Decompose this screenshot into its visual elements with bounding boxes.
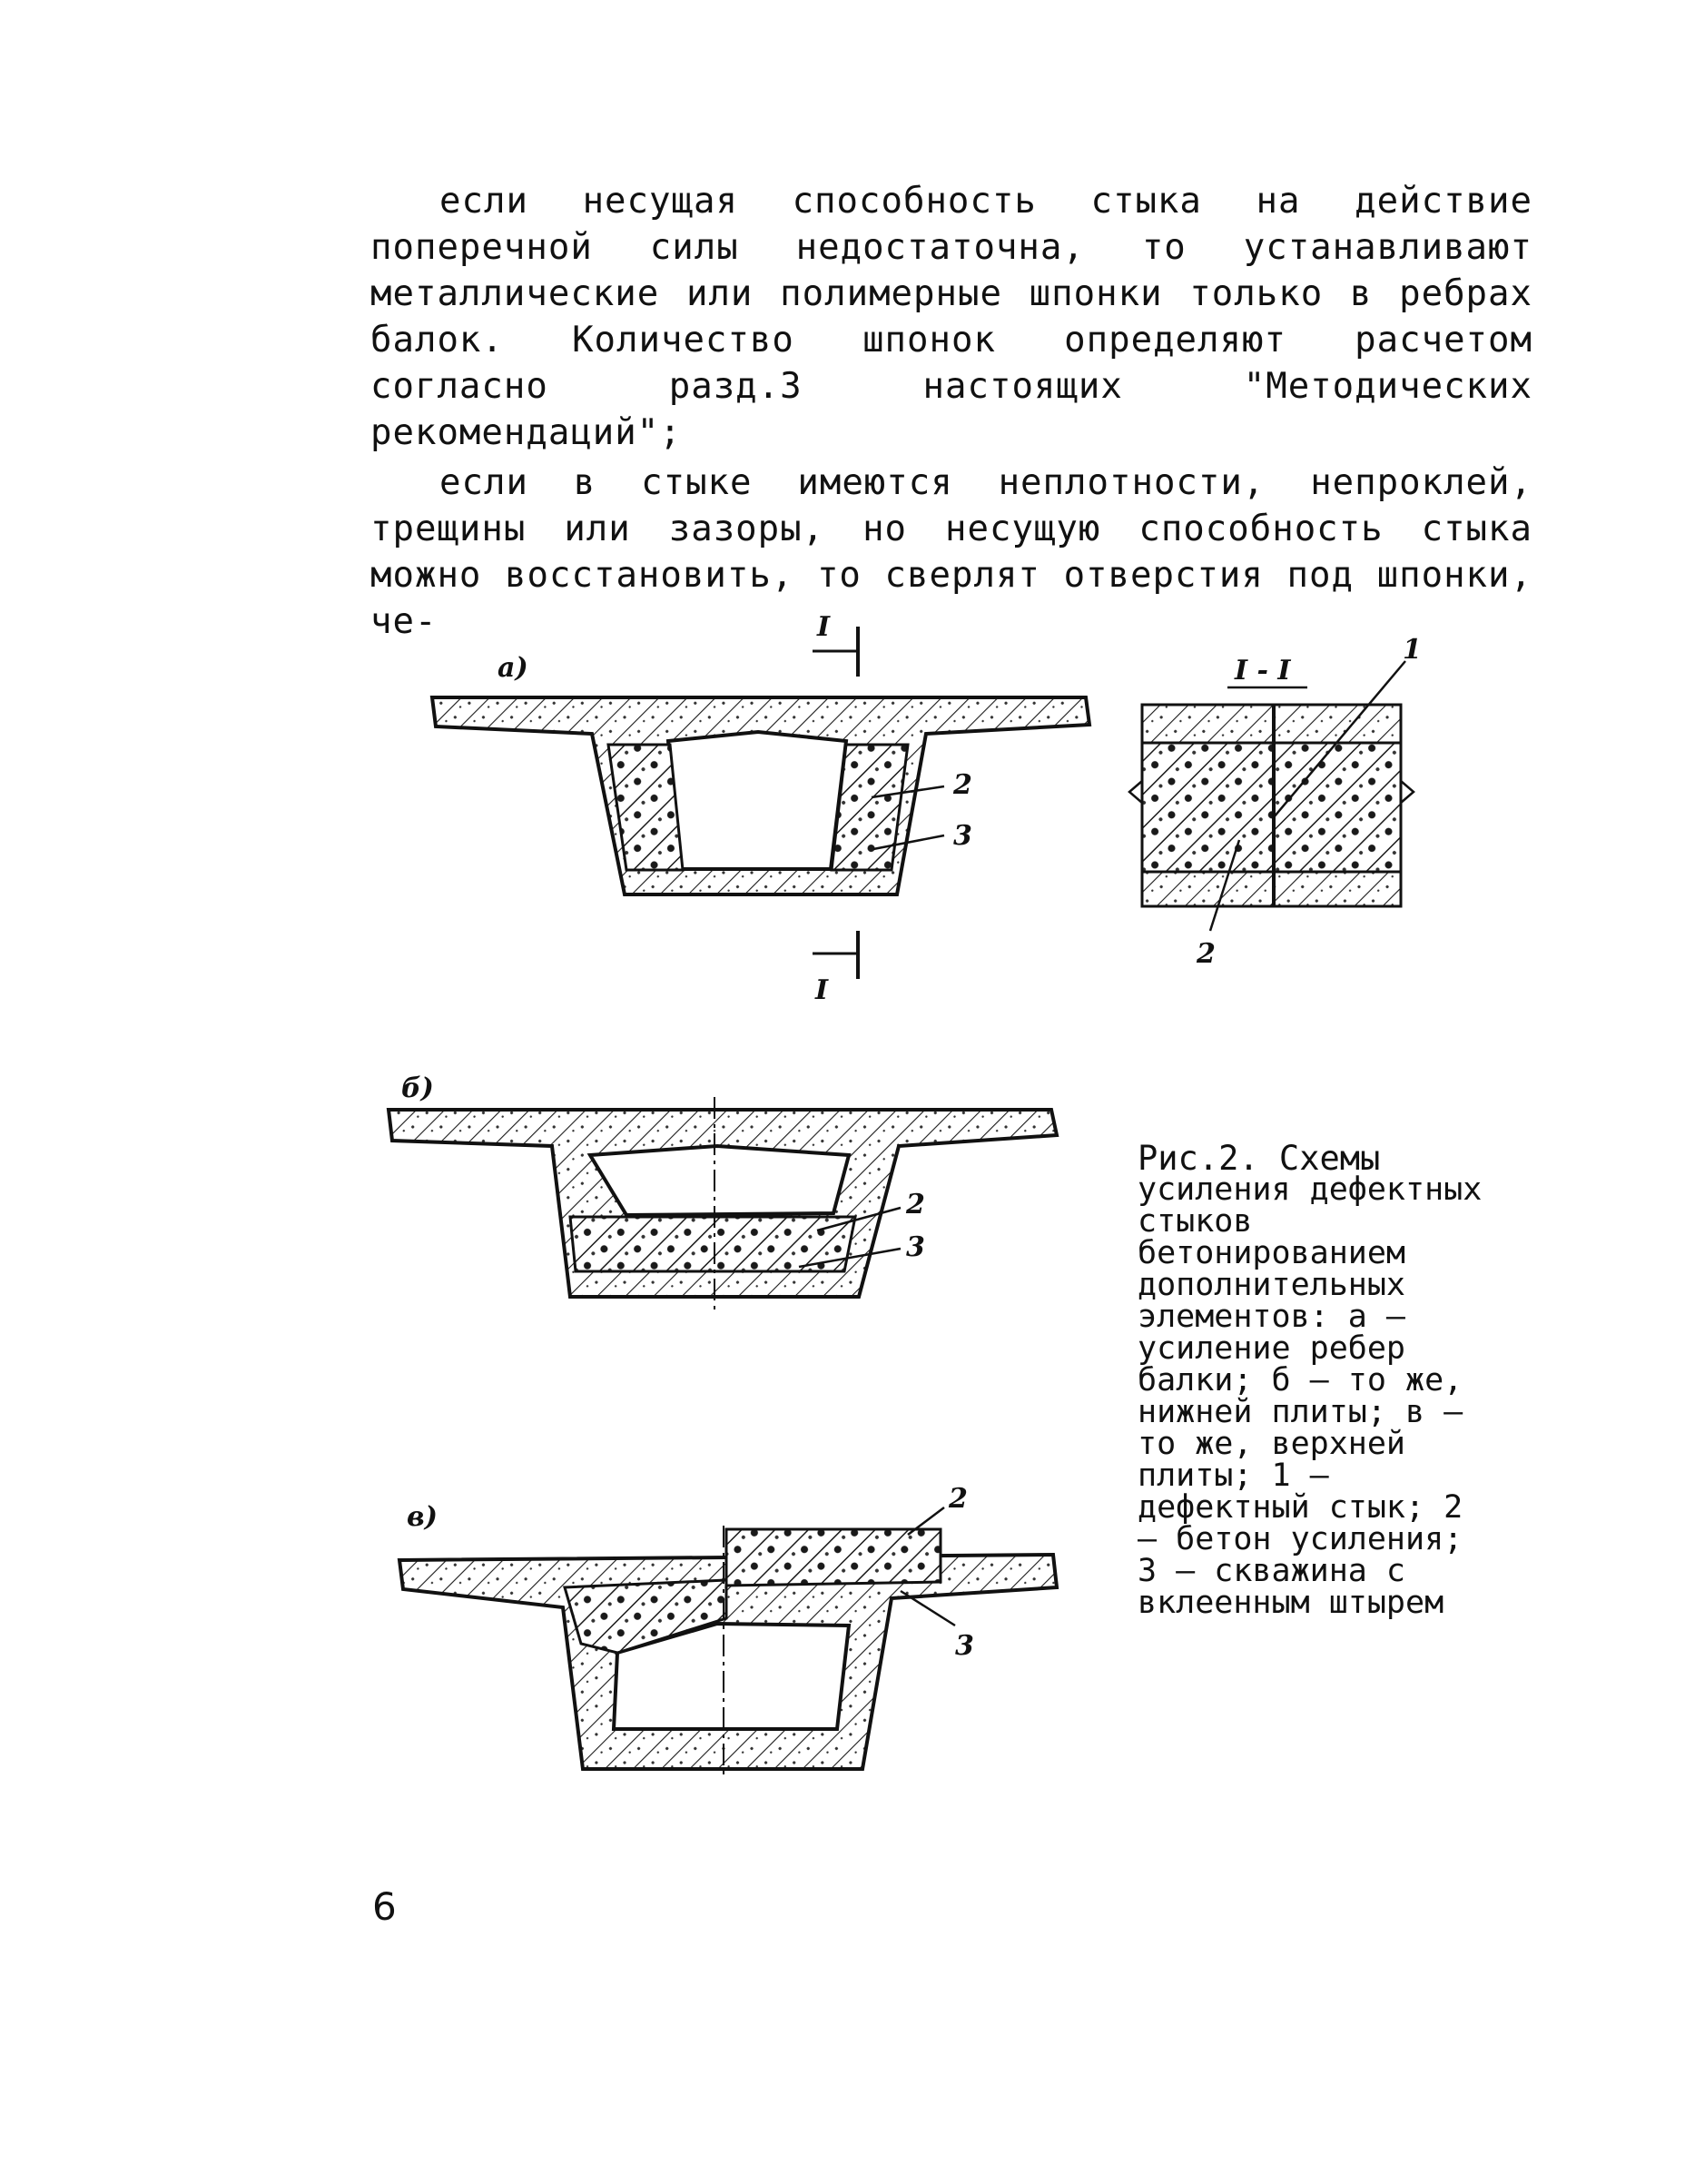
diagram-a-label: а) xyxy=(498,652,528,684)
diagram-a-section xyxy=(432,697,1089,894)
diagram-b-callout-2: 2 xyxy=(906,1189,925,1220)
figure-caption xyxy=(1138,1139,1483,1621)
diagram-v-callout-2: 2 xyxy=(949,1483,968,1515)
paragraph-2: если в стыке имеются неплотности, непроклей, трещины или зазоры, но несущую способность стыка можно восстановить, то сверлят отверстия под шпонки, че- xyxy=(370,462,1532,642)
diagram-b-label: б) xyxy=(401,1072,434,1104)
section-view-callout-1: 1 xyxy=(1403,634,1422,666)
section-view-reinforcement xyxy=(1142,743,1401,872)
section-view-bottom-slab xyxy=(1142,872,1401,906)
section-view-break-right xyxy=(1401,781,1414,803)
diagram-a-callout-2: 2 xyxy=(953,769,972,801)
diagram-a-callout-3: 3 xyxy=(953,820,972,852)
figure-caption-title: Рис.2. Схемы xyxy=(1138,1139,1381,1178)
diagram-b-callout-3: 3 xyxy=(906,1231,925,1263)
diagram-a xyxy=(432,611,1089,1006)
diagram-v xyxy=(399,1483,1057,1780)
section-view-title: I - I xyxy=(1235,655,1291,687)
diagram-v-top-reinforcement xyxy=(726,1529,941,1586)
section-view-callout-2: 2 xyxy=(1197,938,1216,970)
section-view-top-slab xyxy=(1142,705,1401,743)
paragraph-1: если несущая способность стыка на действие поперечной силы недостаточна, то устанавливают металлические или полимерные шпонки только в ребрах балок. Количество шпонок определяют расчетом согласно разд.3 настоящих "Методических рекомендаций"; xyxy=(370,181,1532,453)
section-view-I-I xyxy=(1129,634,1422,970)
section-mark-top-label: I xyxy=(817,611,831,643)
figure-caption-text: усиления дефектных стыков бетонированием дополнительных элементов: а – усиление ребер балки; б – то же, нижней плиты; в – то же, верхней плиты; 1 – дефектный стык; 2 – бетон усиления; 3 – скважина с вклеенным штырем xyxy=(1138,1171,1483,1621)
section-view-break-left xyxy=(1129,781,1142,803)
section-mark-bottom-label: I xyxy=(815,974,829,1006)
diagram-b xyxy=(389,1072,1057,1312)
diagram-b-bottom-reinforcement xyxy=(570,1217,855,1271)
page-number: 6 xyxy=(372,1884,397,1929)
diagram-v-label: в) xyxy=(407,1501,438,1533)
diagram-v-callout-3: 3 xyxy=(955,1630,974,1662)
diagram-v-top-reinforcement-left xyxy=(565,1580,726,1653)
